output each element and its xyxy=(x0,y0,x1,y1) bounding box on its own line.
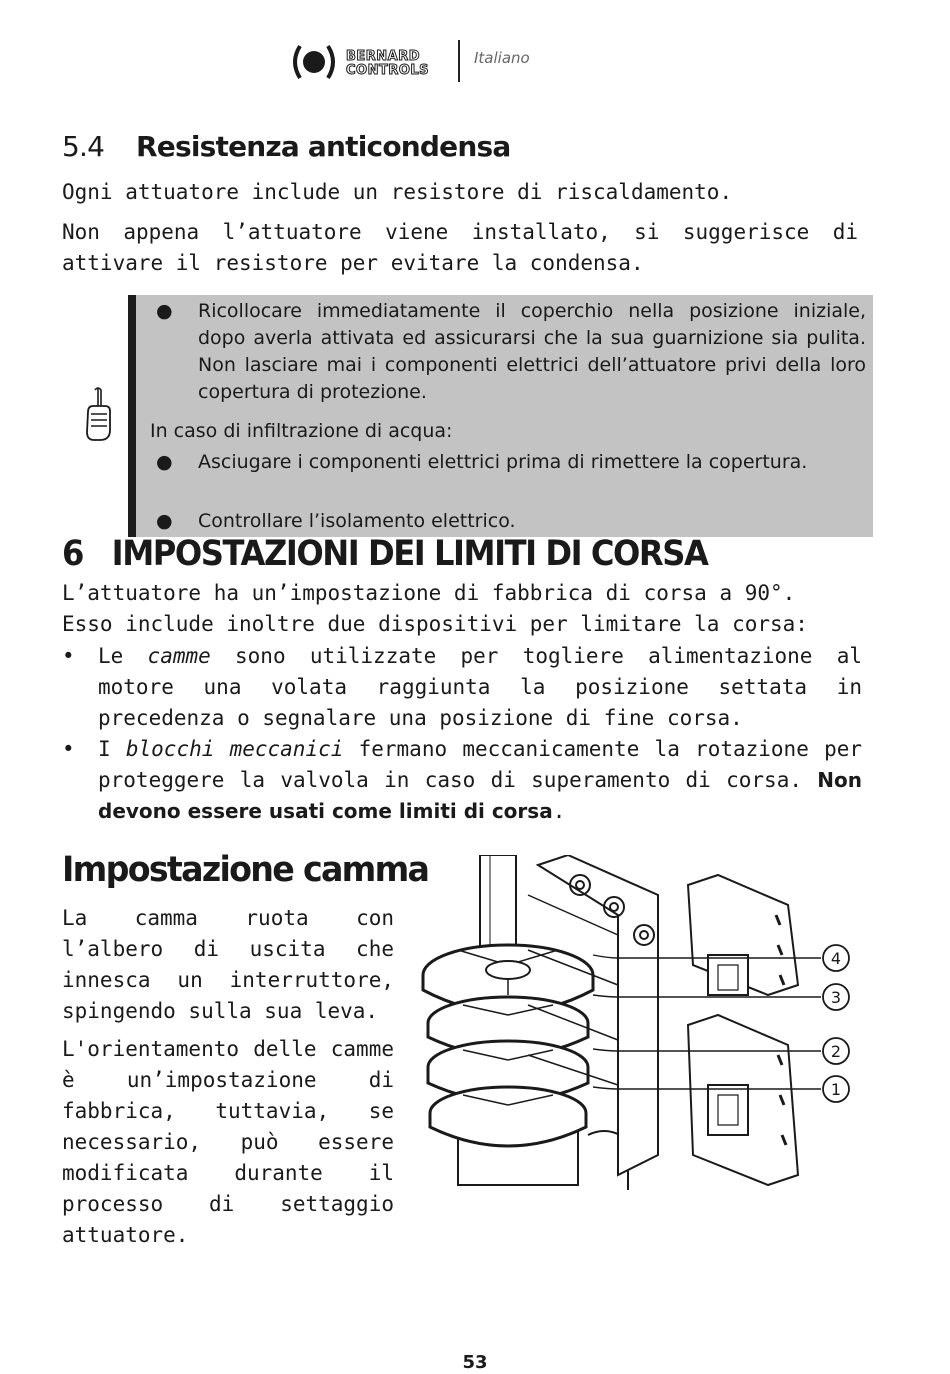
logo-line2: CONTROLS xyxy=(346,63,430,78)
section-number: 5.4 xyxy=(62,130,105,163)
list-text: sono utilizzate per togliere alimentazione al motore una volata raggiunta la posizione settata in precedenza o segnalare una posizione di fine corsa. xyxy=(98,644,862,730)
callout-2 xyxy=(823,1038,849,1064)
pointing-hand-icon xyxy=(82,386,114,444)
list-text: fermano meccanicamente la rotazione per proteggere la valvola in caso di superamento di corsa. xyxy=(98,737,862,792)
list-strong: Non devono essere usati come limiti di corsa xyxy=(98,768,862,823)
list-text: Le xyxy=(98,644,148,668)
section-6-heading xyxy=(62,534,707,574)
bernard-controls-logo xyxy=(290,40,450,84)
note-bullet-text: Controllare l’isolamento elettrico. xyxy=(198,510,516,532)
cam-assembly-figure xyxy=(418,855,858,1195)
callout-1 xyxy=(823,1076,849,1102)
callout-label: 2 xyxy=(830,1042,842,1061)
note-bullet: ● Controllare l’isolamento elettrico. xyxy=(156,508,866,535)
list-emphasis: camme xyxy=(147,644,211,668)
cam-setting-heading: Impostazione camma xyxy=(62,850,429,890)
paragraph: Esso include inoltre due dispositivi per limitare la corsa: xyxy=(62,612,808,636)
header-divider xyxy=(458,40,460,82)
callout-label: 3 xyxy=(830,988,842,1007)
callout-label: 4 xyxy=(830,949,842,968)
note-bullet: ● Asciugare i componenti elettrici prima di rimettere la copertura. xyxy=(156,449,866,476)
note-bullet: ● Ricollocare immediatamente il coperchio nella posizione iniziale, dopo averla attivata ed assicurarsi che la sua guarnizione sia pulita. Non lasciare mai i componenti elettrici dell’attuatore privi della loro copertura di protezione. xyxy=(156,298,866,406)
terminal-block xyxy=(688,875,798,1185)
paragraph: Non appena l’attuatore viene installato, si suggerisce di attivare il resistore per evitare la condensa. xyxy=(62,220,858,275)
header-language: Italiano xyxy=(474,49,530,67)
logo-line1: BERNARD xyxy=(346,49,421,64)
note-box xyxy=(128,295,873,537)
section-title: Resistenza anticondensa xyxy=(136,130,511,163)
section-number: 6 xyxy=(62,534,83,574)
section-5-4-heading xyxy=(62,130,510,163)
cam-disk xyxy=(430,1087,586,1146)
paragraph: Ogni attuatore include un resistore di riscaldamento. xyxy=(62,180,733,204)
section-title: IMPOSTAZIONI DEI LIMITI DI CORSA xyxy=(111,534,708,574)
paragraph: La camma ruota con l’albero di uscita che innesca un interruttore, spingendo sulla sua leva. xyxy=(62,906,394,1023)
note-bullet-text: Asciugare i componenti elettrici prima di rimettere la copertura. xyxy=(198,451,808,473)
callout-3 xyxy=(823,984,849,1010)
list-text: I xyxy=(98,737,126,761)
paragraph: L'orientamento delle camme è un’impostazione di fabbrica, tuttavia, se necessario, può essere modificata durante il processo di settaggio attuatore. xyxy=(62,1037,394,1247)
list-text: . xyxy=(552,799,566,823)
note-water-intro: In caso di infiltrazione di acqua: xyxy=(150,420,453,442)
list-emphasis: blocchi meccanici xyxy=(125,737,344,761)
page-number: 53 xyxy=(462,1352,488,1373)
paragraph: L’attuatore ha un’impostazione di fabbrica di corsa a 90°. xyxy=(62,581,796,605)
callout-4 xyxy=(823,945,849,971)
callout-label: 1 xyxy=(830,1080,842,1099)
note-bullet-text: Ricollocare immediatamente il coperchio nella posizione iniziale, dopo averla attivata ed assicurarsi che la sua guarnizione sia pulita. Non lasciare mai i componenti elettrici dell’attuatore privi della loro copertura di protezione. xyxy=(198,300,866,403)
